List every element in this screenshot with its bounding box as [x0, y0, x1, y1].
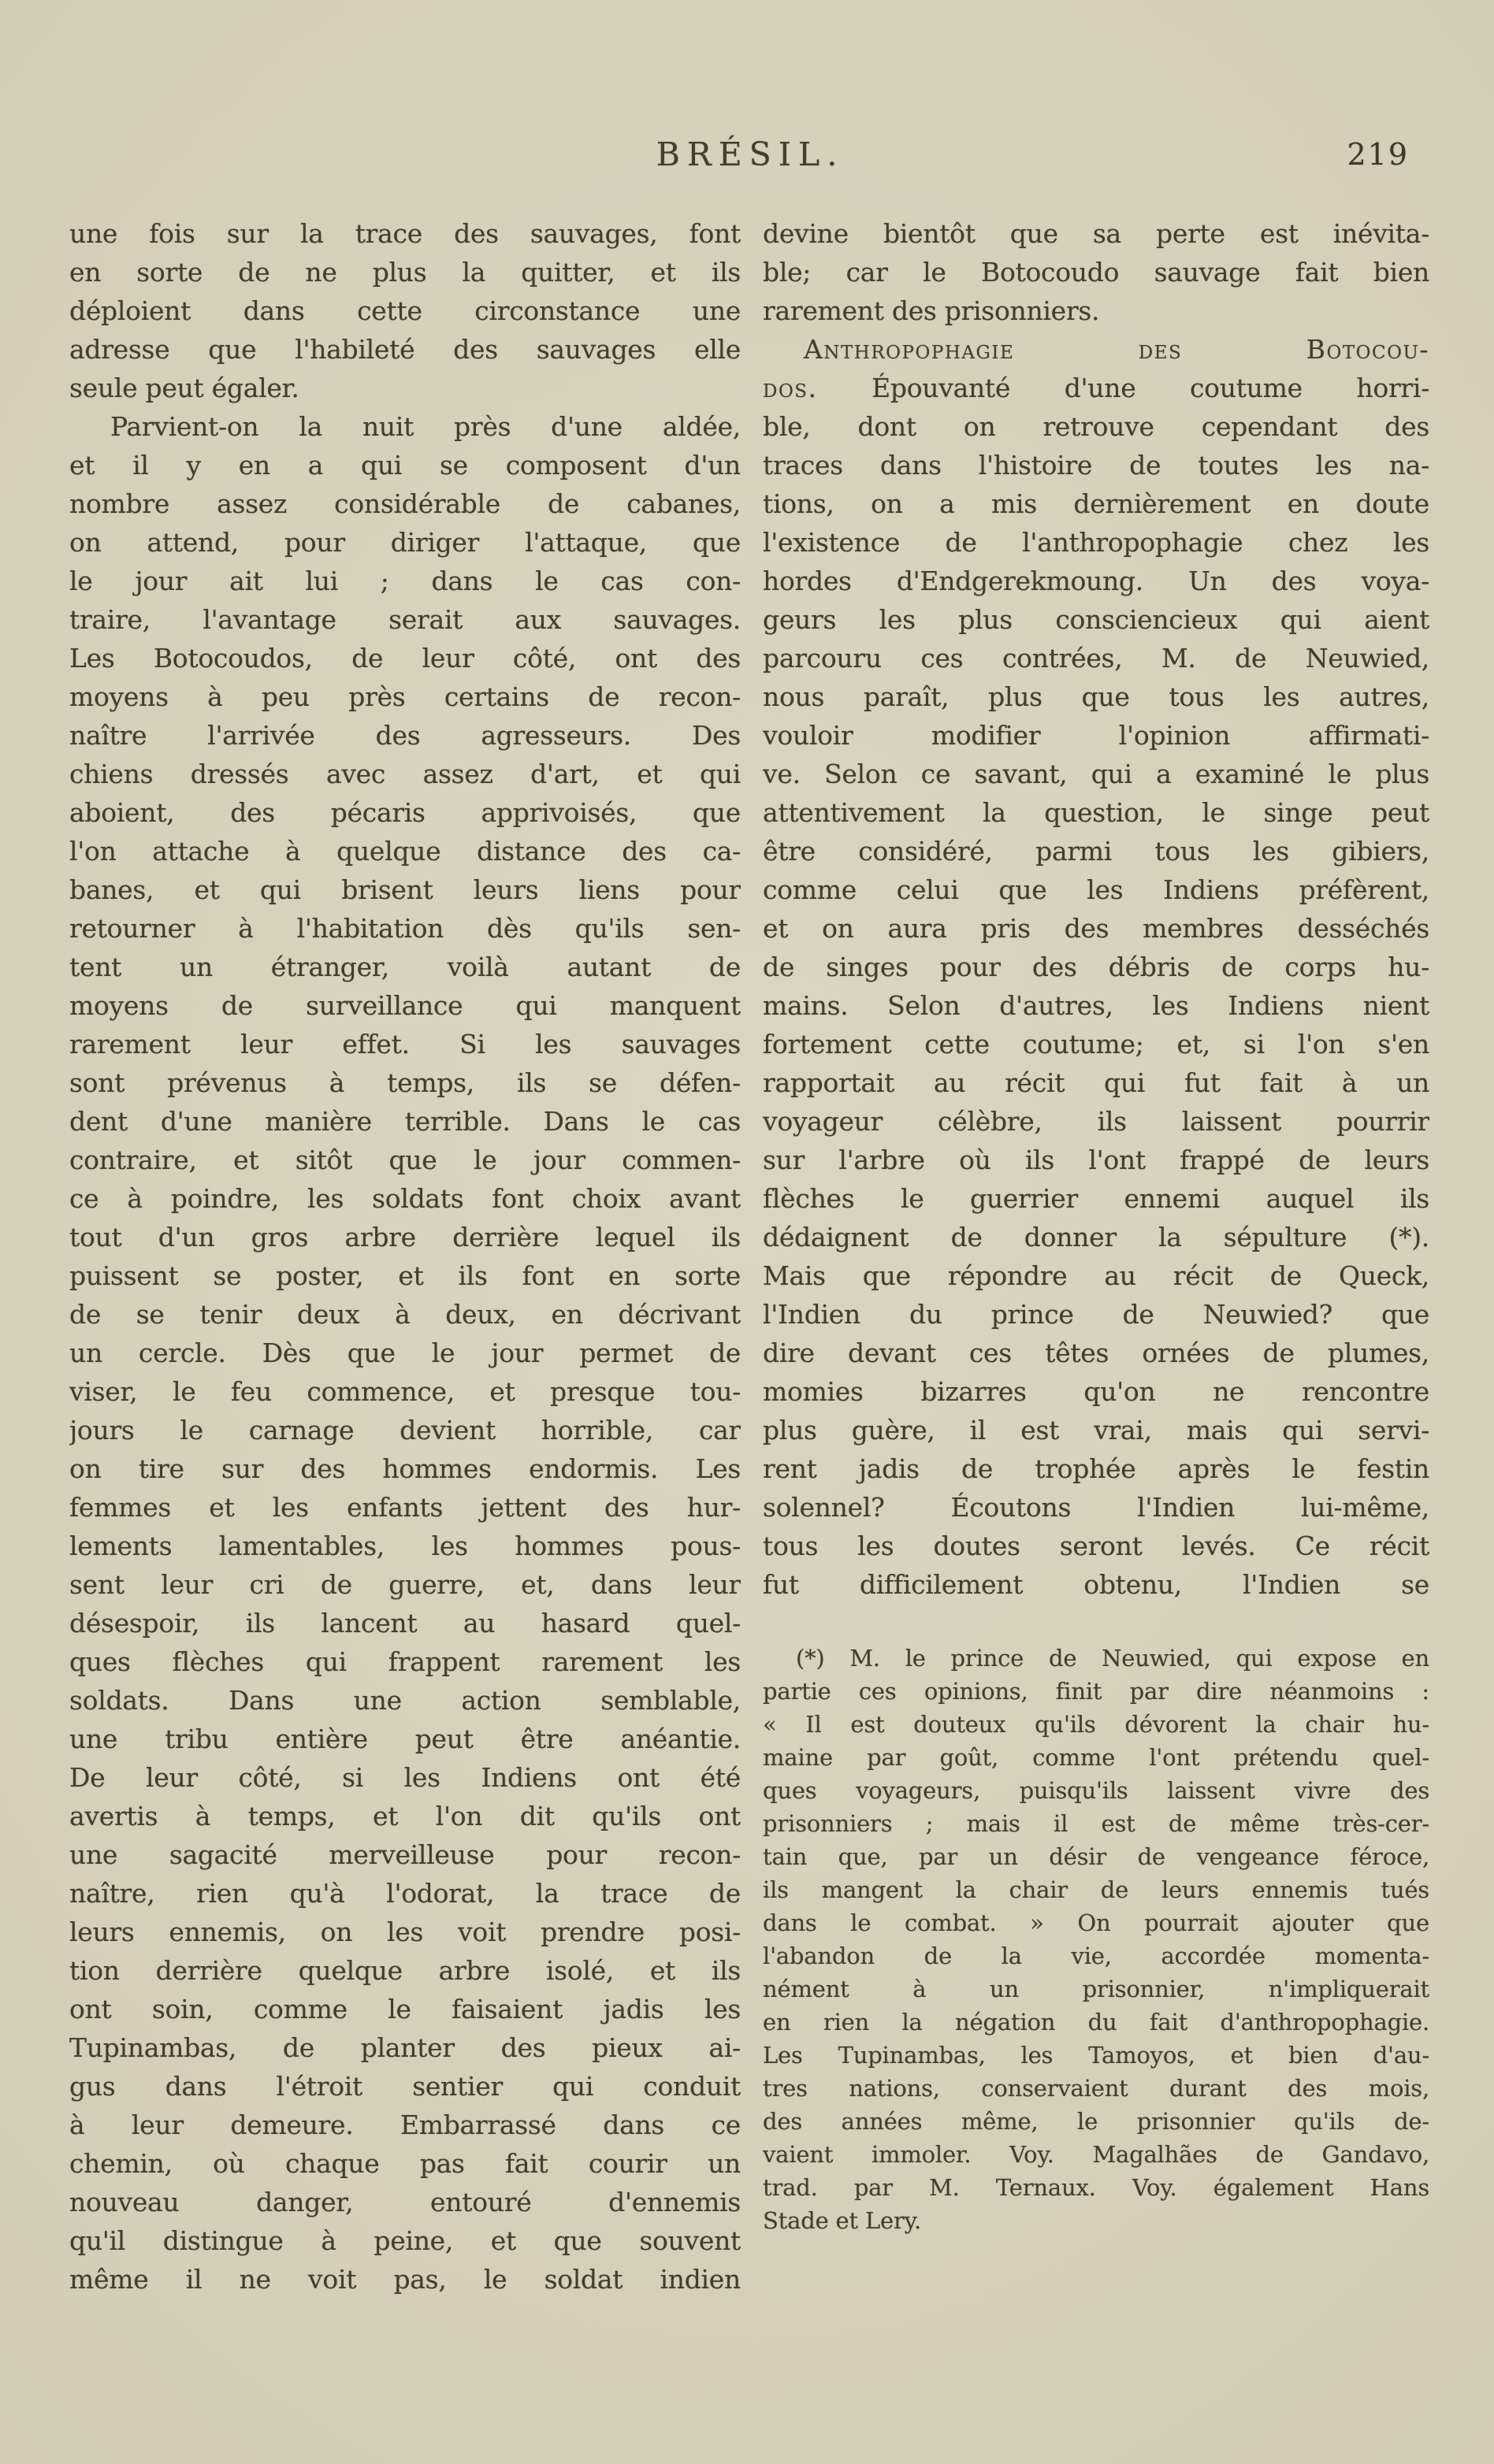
text-line: parcouru ces contrées, M. de Neuwied, [763, 643, 1429, 674]
text-line: de singes pour des débris de corps hu- [763, 952, 1429, 982]
text-line: chiens dressés avec assez d'art, et qui [69, 759, 741, 789]
text-line: dent d'une manière terrible. Dans le cas [69, 1106, 741, 1137]
small-caps-heading: Anthropophagie des Botocou- [804, 334, 1429, 365]
text-line: en sorte de ne plus la quitter, et ils [69, 257, 741, 288]
text-line: naître l'arrivée des agresseurs. Des [69, 720, 741, 751]
text-line: déploient dans cette circonstance une [69, 295, 741, 326]
running-title: BRÉSIL. [656, 135, 845, 173]
text-line: à leur demeure. Embarrassé dans ce [69, 2110, 741, 2140]
text-line: en rien la négation du fait d'anthropophagie. [763, 2009, 1429, 2035]
text-line: tent un étranger, voilà autant de [69, 952, 741, 982]
text-line: tion derrière quelque arbre isolé, et ils [69, 1955, 741, 1986]
text-line: voyageur célèbre, ils laissent pourrir [763, 1106, 1429, 1137]
text-line: tout d'un gros arbre derrière lequel ils [69, 1222, 741, 1252]
text-line: une tribu entière peut être anéantie. [69, 1724, 741, 1754]
text-line: jours le carnage devient horrible, car [69, 1415, 741, 1445]
text-line: de se tenir deux à deux, en décrivant [69, 1299, 741, 1330]
text-line: même il ne voit pas, le soldat indien [69, 2264, 741, 2295]
text-line: moyens à peu près certains de recon- [69, 681, 741, 712]
text-line: tres nations, conservaient durant des mois, [763, 2075, 1429, 2102]
text-line: tions, on a mis dernièrement en doute [763, 488, 1429, 519]
text-line: rapportait au récit qui fut fait à un [763, 1067, 1429, 1098]
text-line: rent jadis de trophée après le festin [763, 1453, 1429, 1484]
text-line: chemin, où chaque pas fait courir un [69, 2148, 741, 2179]
text-line: nombre assez considérable de cabanes, [69, 488, 741, 519]
text-line: mains. Selon d'autres, les Indiens nient [763, 990, 1429, 1021]
text-line: Tupinambas, de planter des pieux ai- [69, 2032, 741, 2063]
text-line: Les Botocoudos, de leur côté, ont des [69, 643, 741, 674]
text-line: vaient immoler. Voy. Magalhães de Gandavo, [763, 2141, 1429, 2168]
text-line: puissent se poster, et ils font en sorte [69, 1260, 741, 1291]
text-line: femmes et les enfants jettent des hur- [69, 1492, 741, 1523]
paragraph [763, 1642, 1429, 2237]
text-line: traces dans l'histoire de toutes les na- [763, 450, 1429, 481]
text-line: aboient, des pécaris apprivoisés, que [69, 797, 741, 828]
text-line: « Il est douteux qu'ils dévorent la chair hu- [763, 1711, 1429, 1738]
left-text-column [69, 214, 741, 2299]
text-line: momies bizarres qu'on ne rencontre [763, 1376, 1429, 1407]
text-line: dans le combat. » On pourrait ajouter que [763, 1909, 1429, 1936]
text-line: et il y en a qui se composent d'un [69, 450, 741, 481]
text-line: tain que, par un désir de vengeance féroce, [763, 1843, 1429, 1870]
text-line: attentivement la question, le singe peut [763, 797, 1429, 828]
text-line: dédaignent de donner la sépulture (*). [763, 1222, 1429, 1252]
text-line: lements lamentables, les hommes pous- [69, 1531, 741, 1561]
text-line: tous les doutes seront levés. Ce récit [763, 1531, 1429, 1561]
text-line: traire, l'avantage serait aux sauvages. [69, 604, 741, 635]
text-line: le jour ait lui ; dans le cas con- [69, 566, 741, 596]
text-line: adresse que l'habileté des sauvages elle [69, 334, 741, 365]
text-line: ont soin, comme le faisaient jadis les [69, 1994, 741, 2024]
text-line: seule peut égaler. [69, 373, 299, 403]
text-line: banes, et qui brisent leurs liens pour [69, 874, 741, 905]
text-line: sur l'arbre où ils l'ont frappé de leurs [763, 1145, 1429, 1175]
text-line: partie ces opinions, finit par dire néanmoins : [763, 1678, 1429, 1705]
text-line: ble, dont on retrouve cependant des [763, 411, 1429, 442]
text-line: contraire, et sitôt que le jour commen- [69, 1145, 741, 1175]
footnote [763, 1642, 1429, 2237]
text-line: moyens de surveillance qui manquent [69, 990, 741, 1021]
text-line: naître, rien qu'à l'odorat, la trace de [69, 1878, 741, 1909]
text-line: prisonniers ; mais il est de même très-cer- [763, 1810, 1429, 1837]
text-line: (*) M. le prince de Neuwied, qui expose en [796, 1645, 1429, 1672]
text-line: Parvient-on la nuit près d'une aldée, [110, 411, 741, 442]
text-line: ble; car le Botocoudo sauvage fait bien [763, 257, 1429, 288]
text-line: sent leur cri de guerre, et, dans leur [69, 1569, 741, 1600]
text-line: fortement cette coutume; et, si l'on s'en [763, 1029, 1429, 1059]
page-header [69, 135, 1431, 183]
text-line: De leur côté, si les Indiens ont été [69, 1762, 741, 1793]
text-line: devine bientôt que sa perte est inévita- [763, 218, 1429, 249]
text-line: l'existence de l'anthropophagie chez les [763, 527, 1429, 558]
text-line: retourner à l'habitation dès qu'ils sen- [69, 913, 741, 944]
text-line: nément à un prisonnier, n'impliquerait [763, 1976, 1429, 2002]
small-caps-heading: dos. [763, 373, 818, 403]
text-line: ques flèches qui frappent rarement les [69, 1646, 741, 1677]
text-line: l'abandon de la vie, accordée momenta- [763, 1943, 1429, 1969]
text-line: geurs les plus consciencieux qui aient [763, 604, 1429, 635]
text-line: ve. Selon ce savant, qui a examiné le plus [763, 759, 1429, 789]
text-line: des années même, le prisonnier qu'ils de- [763, 2108, 1429, 2135]
right-text-column [763, 214, 1429, 2237]
text-line: ce à poindre, les soldats font choix avant [69, 1183, 741, 1214]
text-line: rarement des prisonniers. [763, 295, 1100, 326]
text-line [763, 330, 1429, 369]
text-line: qu'il distingue à peine, et que souvent [69, 2225, 741, 2256]
text-line: être considéré, parmi tous les gibiers, [763, 836, 1429, 866]
text-line: dire devant ces têtes ornées de plumes, [763, 1338, 1429, 1368]
text-line: solennel? Écoutons l'Indien lui-même, [763, 1492, 1429, 1523]
text-line: on attend, pour diriger l'attaque, que [69, 527, 741, 558]
text-line: leurs ennemis, on les voit prendre posi- [69, 1917, 741, 1947]
text-line: avertis à temps, et l'on dit qu'ils ont [69, 1801, 741, 1831]
text-line: Stade et Lery. [763, 2207, 922, 2234]
text-line: maine par goût, comme l'ont prétendu quel- [763, 1744, 1429, 1771]
text-line: soldats. Dans une action semblable, [69, 1685, 741, 1716]
text-line: désespoir, ils lancent au hasard quel- [69, 1608, 741, 1638]
text-line: hordes d'Endgerekmoung. Un des voya- [763, 566, 1429, 596]
paragraph [69, 407, 741, 2299]
text-line: viser, le feu commence, et presque tou- [69, 1376, 741, 1407]
text-line: et on aura pris des membres desséchés [763, 913, 1429, 944]
text-line: on tire sur des hommes endormis. Les [69, 1453, 741, 1484]
text-line: Mais que répondre au récit de Queck, [763, 1260, 1429, 1291]
text-line: fut difficilement obtenu, l'Indien se [763, 1569, 1429, 1600]
text-line: ils mangent la chair de leurs ennemis tués [763, 1876, 1429, 1903]
text-line: gus dans l'étroit sentier qui conduit [69, 2071, 741, 2102]
paragraph [763, 214, 1429, 330]
text-line: flèches le guerrier ennemi auquel ils [763, 1183, 1429, 1214]
page-number: 219 [1347, 137, 1409, 172]
text-line: une fois sur la trace des sauvages, font [69, 218, 741, 249]
text-line: une sagacité merveilleuse pour recon- [69, 1839, 741, 1870]
text-line: ques voyageurs, puisqu'ils laissent vivre des [763, 1777, 1429, 1804]
text-line: un cercle. Dès que le jour permet de [69, 1338, 741, 1368]
paragraph [763, 330, 1429, 1604]
text-line: nous paraît, plus que tous les autres, [763, 681, 1429, 712]
text-line: dos. Épouvanté d'une coutume horri- [763, 373, 1429, 403]
text-line: sont prévenus à temps, ils se défen- [69, 1067, 741, 1098]
text-line: Les Tupinambas, les Tamoyos, et bien d'au- [763, 2042, 1429, 2069]
text-line: vouloir modifier l'opinion affirmati- [763, 720, 1429, 751]
text-line: l'Indien du prince de Neuwied? que [763, 1299, 1429, 1330]
text-line: comme celui que les Indiens préfèrent, [763, 874, 1429, 905]
text-line: plus guère, il est vrai, mais qui servi- [763, 1415, 1429, 1445]
text-line: l'on attache à quelque distance des ca- [69, 836, 741, 866]
paragraph [69, 214, 741, 407]
text-line: nouveau danger, entouré d'ennemis [69, 2187, 741, 2217]
text-line: rarement leur effet. Si les sauvages [69, 1029, 741, 1059]
text-line: trad. par M. Ternaux. Voy. également Hans [763, 2174, 1429, 2201]
